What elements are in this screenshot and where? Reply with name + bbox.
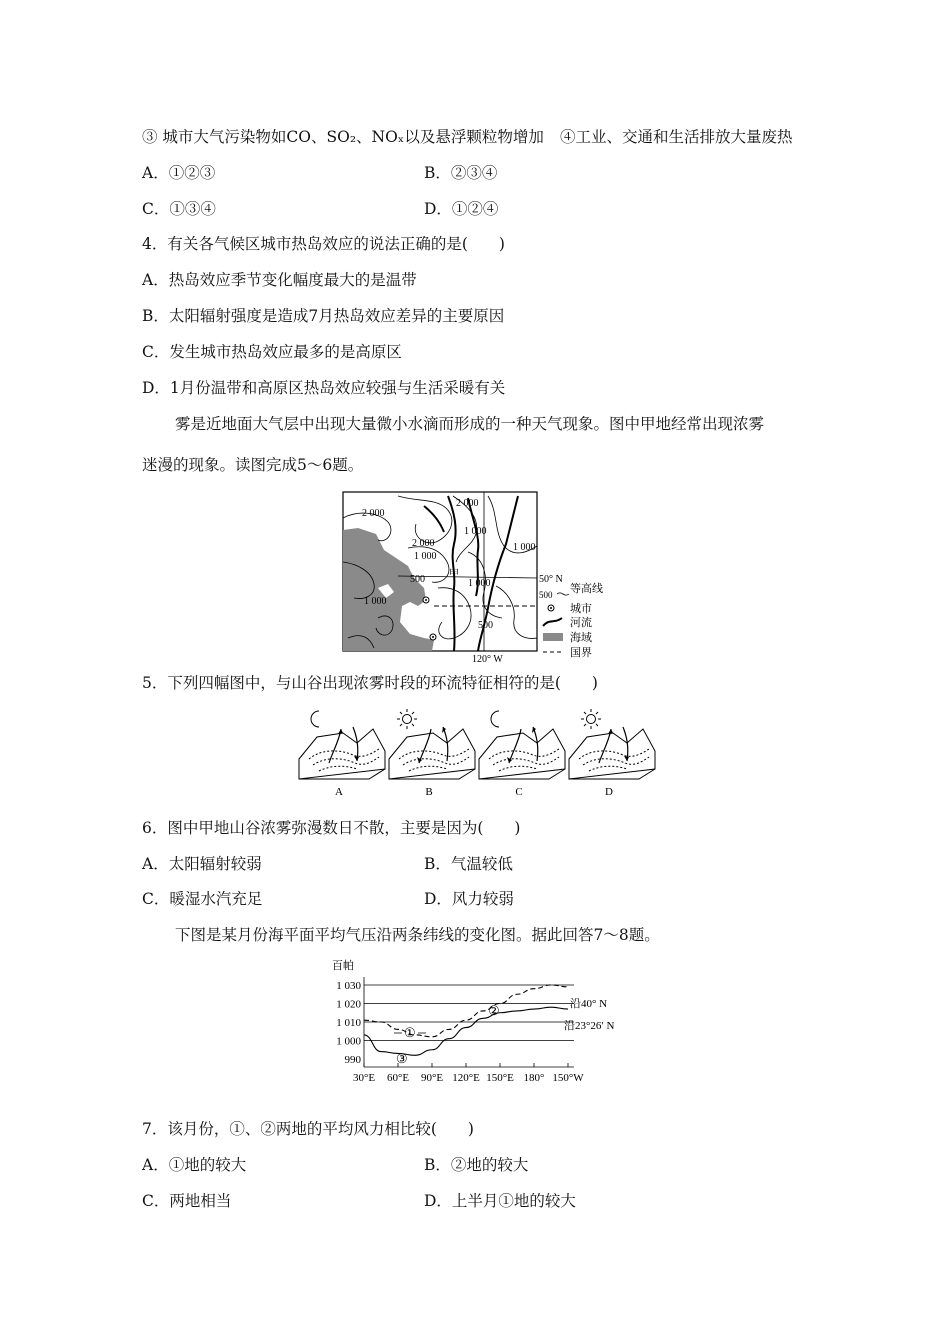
x-tick-label: 120°E xyxy=(452,1072,480,1084)
point-1-label: ① xyxy=(404,1025,416,1040)
topographic-map xyxy=(338,488,610,664)
y-tick-label: 1 020 xyxy=(336,998,361,1011)
contour-label: 1 000 xyxy=(414,551,437,562)
q7-choice-c: C．两地相当 xyxy=(142,1192,232,1210)
x-tick-label: 150°E xyxy=(486,1072,514,1084)
y-tick-label: 990 xyxy=(344,1054,361,1066)
q3-choice-d: D．①②④ xyxy=(424,200,499,218)
svg-text:国界: 国界 xyxy=(570,647,592,659)
q6-stem: 6．图中甲地山谷浓雾弥漫数日不散，主要是因为( ) xyxy=(142,819,521,837)
q4-stem: 4．有关各气候区城市热岛效应的说法正确的是( ) xyxy=(142,235,505,253)
sun-icon xyxy=(581,709,601,729)
valley-diagram-d xyxy=(569,727,655,779)
svg-text:500: 500 xyxy=(539,590,553,600)
intro-5-6-line2: 迷漫的现象。读图完成5～6题。 xyxy=(142,456,364,474)
series-label-23n: 沿23°26′ N xyxy=(564,1020,615,1032)
q4-choice-d: D．1月份温带和高原区热岛效应较强与生活采暖有关 xyxy=(142,379,506,397)
contour-label: 2 000 xyxy=(362,508,385,519)
contour-label: 1 000 xyxy=(513,542,536,553)
contour-label: 1 000 xyxy=(468,578,491,589)
y-tick-label: 1 010 xyxy=(336,1017,361,1029)
q3-option-4: ④工业、交通和生活排放大量废热 xyxy=(560,128,793,146)
x-tick-label: 150°W xyxy=(552,1072,584,1084)
q3-choice-a: A．①②③ xyxy=(142,164,216,182)
svg-text:等高线: 等高线 xyxy=(570,583,603,595)
intro-7-8: 下图是某月份海平面平均气压沿两条纬线的变化图。据此回答7～8题。 xyxy=(175,926,660,944)
q7-choice-b: B．②地的较大 xyxy=(424,1156,529,1174)
moon-icon xyxy=(311,711,319,727)
q7-choice-d: D．上半月①地的较大 xyxy=(424,1192,576,1210)
point-jia: 甲 xyxy=(449,569,459,580)
contour-label: 2 000 xyxy=(412,538,435,549)
contour-label: 2 000 xyxy=(456,498,479,509)
q6-choice-d: D．风力较弱 xyxy=(424,890,514,908)
series-label-40n: 沿40° N xyxy=(570,998,608,1010)
map-legend xyxy=(539,581,603,659)
x-tick-label: 30°E xyxy=(352,1072,376,1084)
valley-diagram-a xyxy=(299,727,385,779)
x-tick-label: 60°E xyxy=(386,1072,410,1084)
y-axis-label: 百帕 xyxy=(332,960,354,972)
q4-choice-b: B．太阳辐射强度是造成7月热岛效应差异的主要原因 xyxy=(142,307,505,325)
q6-choice-c: C．暖湿水汽充足 xyxy=(142,890,263,908)
q3-choice-b: B．②③④ xyxy=(424,164,498,182)
contour-label: 500 xyxy=(478,620,493,631)
svg-text:海域: 海域 xyxy=(570,632,592,644)
x-tick-label: 180° xyxy=(523,1072,545,1084)
contour-label: 1 000 xyxy=(464,526,487,537)
q3-choice-c: C．①③④ xyxy=(142,200,216,218)
q6-choice-a: A．太阳辐射较弱 xyxy=(142,855,262,873)
point-3-label: ③ xyxy=(396,1051,408,1066)
longitude-label: 120° W xyxy=(472,654,503,664)
latitude-label: 50° N xyxy=(539,574,563,585)
diagram-label-c: C xyxy=(515,786,523,798)
q4-choice-c: C．发生城市热岛效应最多的是高原区 xyxy=(142,343,402,361)
q3-option-3: ③ 城市大气污染物如CO、SO₂、NOₓ以及悬浮颗粒物增加 xyxy=(142,128,544,146)
y-tick-label: 1 030 xyxy=(336,980,361,992)
diagram-label-d: D xyxy=(605,786,613,798)
q7-stem: 7．该月份，①、②两地的平均风力相比较( ) xyxy=(142,1120,474,1138)
svg-text:城市: 城市 xyxy=(570,603,592,615)
sun-icon xyxy=(397,709,417,729)
series-line-23n xyxy=(364,1007,568,1055)
valley-diagram-c xyxy=(479,727,565,779)
valley-diagrams xyxy=(295,707,665,803)
contour-label: 500 xyxy=(410,574,425,585)
point-2-label: ② xyxy=(488,1003,500,1018)
intro-5-6-line1: 雾是近地面大气层中出现大量微小水滴而形成的一种天气现象。图中甲地经常出现浓雾 xyxy=(175,415,765,433)
y-tick-label: 1 000 xyxy=(336,1035,361,1048)
q6-choice-b: B．气温较低 xyxy=(424,855,513,873)
svg-text:河流: 河流 xyxy=(570,617,592,629)
valley-diagram-b xyxy=(389,727,475,779)
q4-choice-a: A．热岛效应季节变化幅度最大的是温带 xyxy=(142,271,417,289)
moon-icon xyxy=(491,711,499,727)
x-tick-label: 90°E xyxy=(420,1072,444,1084)
diagram-label-a: A xyxy=(335,786,343,798)
q5-stem: 5．下列四幅图中，与山谷出现浓雾时段的环流特征相符的是( ) xyxy=(142,674,598,692)
contour-label: 1 000 xyxy=(364,596,387,607)
pressure-chart xyxy=(318,955,634,1089)
series-line-40n xyxy=(364,985,568,1037)
diagram-label-b: B xyxy=(425,786,433,798)
q7-choice-a: A．①地的较大 xyxy=(142,1156,247,1174)
